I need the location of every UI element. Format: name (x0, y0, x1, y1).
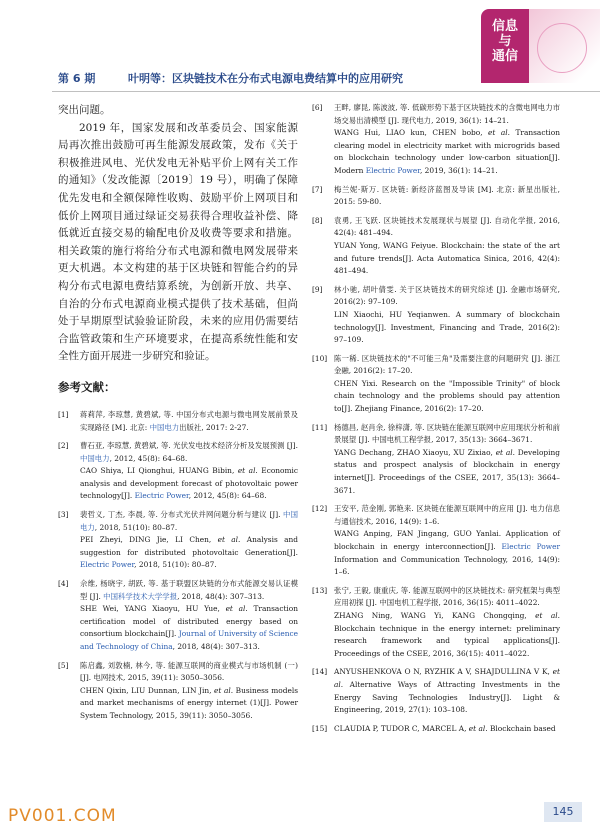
reference-text: SHE Wei, YANG Xiaoyu, HU Yue, et al. Transaction certification model of distributed energy based on consortium blockchain[J]. Journal of University of Science and Technology of China, 2018, 48(4): 307–313. (80, 604, 299, 651)
column-tag (481, 9, 529, 83)
watermark: PV001.COM (8, 806, 117, 826)
reference-text: YUAN Yong, WANG Feiyue. Blockchain: the state of the art and future trends[J]. Acta Automatica Sinica, 2016, 42(4): 481–494. (334, 240, 560, 276)
column-tag-line: 通信 (491, 49, 518, 64)
reference-item (312, 102, 560, 178)
reference-text: WANG Anping, FAN Jingang, GUO Yanlai. Application of blockchain in energy interconnection[J]. Electric Power Information and Communication Technology, 2016, 14(9): 1–6. (334, 529, 560, 577)
reference-text: 王畔, 廖昆, 陈波波, 等. 低碳形势下基于区块链技术的含微电网电力市场交易出清模型 [J]. 现代电力, 2019, 36(1): 14–21. (334, 103, 560, 125)
reference-item (58, 578, 298, 654)
reference-item (312, 184, 560, 209)
reference-number: [7] (312, 184, 323, 194)
page-header (0, 0, 600, 84)
reference-number: [15] (312, 723, 328, 733)
reference-text: 陈启鑫, 刘敦楠, 林今, 等. 能源互联网的商业模式与市场机制 (一)[J]. 电网技术, 2015, 39(11): 3050–3056. (80, 660, 298, 683)
reference-list-right (312, 102, 560, 735)
reference-number: [5] (58, 660, 69, 670)
reference-number: [13] (312, 585, 328, 595)
reference-text: ANYUSHENKOVA O N, RYZHIK A V, SHAJDULLINA V K, et al. Alternative Ways of Attracting Investments in the Energy Saving Technologies Industry[J]. Light & Engineering, 2019, 27(1): 103–108. (334, 667, 560, 715)
body-paragraph: 突出问题。 (58, 104, 111, 116)
reference-text: 梅兰妮·斯万. 区块链: 新经济蓝图及导读 [M]. 北京: 新星出版社, 2015: 59-80. (334, 184, 560, 207)
reference-text: 张宁, 王毅, 康重庆, 等. 能源互联网中的区块链技术: 研究框架与典型应用初探 [J]. 中国电机工程学报, 2016, 36(15): 4011–4022. (334, 585, 560, 608)
right-column (312, 102, 560, 741)
reference-number: [10] (312, 353, 328, 363)
reference-item (58, 509, 298, 572)
reference-number: [6] (312, 103, 323, 112)
left-column (58, 102, 298, 729)
reference-item (58, 409, 298, 434)
reference-text: PEI Zheyi, DING Jie, LI Chen, et al. Analysis and suggestion for distributed photovoltaic Generation[J]. Electric Power, 2018, 51(10): 80–87. (80, 535, 299, 570)
reference-number: [12] (312, 504, 328, 514)
issue-number: 第 6 期 (58, 72, 96, 85)
reference-number: [8] (312, 215, 323, 225)
reference-list-left (58, 409, 298, 723)
reference-number: [11] (312, 422, 328, 432)
references-heading: 参考文献： (58, 379, 116, 394)
reference-number: [14] (312, 667, 328, 677)
reference-number: [2] (58, 441, 69, 451)
reference-text: CLAUDIA P, TUDOR C, MARCEL A, et al. Blockchain based (334, 723, 556, 733)
reference-text: 佘维, 杨晓宇, 胡跃, 等. 基于联盟区块链的分布式能源交易认证模型 [J]. 中国科学技术大学学报, 2018, 48(4): 307–313. (80, 579, 298, 601)
reference-text: YANG Dechang, ZHAO Xiaoyu, XU Zixiao, et al. Developing status and prospect analysis of blockchain in energy internet[J]. Proceedings of the CSEE, 2017, 35(13): 3664–3671. (334, 447, 560, 495)
reference-text: 裴哲义, 丁杰, 李晨, 等. 分布式光伏并网问题分析与建议 [J]. 中国电力, 2018, 51(10): 80–87. (80, 510, 298, 532)
reference-item (312, 503, 560, 579)
body-paragraph: 2019 年，国家发展和改革委员会、国家能源局再次推出鼓励可再生能源发展政策，发布《关于积极推进风电、光伏发电无补贴平价上网有关工作的通知》（发改能源〔2019〕19 号），明确了保障优先发电和全额保障性收购、鼓励平价上网项目和低价上网项目通过绿证交易获得合理收益补偿、降低就近直接交易的输配电价及收费等要求和措施。相关政策的施行将给分布式电源和微电网发展带来更大机遇。本文构建的基于区块链和智能合约的异构分布式电源电费结算系统，为创新开放、共享、自治的分布式电源商业模式提供了技术基础，但尚处于早期原型试验验证阶段，未来的应用仍需要结合监管政策和生产环境要求，在提高系统性能和安全性方面开展进一步研究和验证。 (58, 121, 298, 363)
reference-number: [9] (312, 284, 323, 294)
header-decoration (529, 9, 600, 83)
reference-item (312, 353, 560, 416)
reference-text: 蒋莉萍, 李琼慧, 黄碧斌, 等. 中国分布式电源与微电网发展前景及实现路径 [M]. 北京: 中国电力出版社, 2017: 2-27. (80, 409, 298, 432)
page-number: 145 (544, 802, 582, 822)
reference-text: CHEN Qixin, LIU Dunnan, LIN Jin, et al. Business models and market mechanisms of energy internet (1)[J]. Power System Technology, 2015, 39(11): 3050–3056. (80, 685, 299, 720)
reference-text: 曹石亚, 李琼慧, 黄碧斌, 等. 光伏发电技术经济分析及发展预测 [J]. 中国电力, 2012, 45(8): 64–68. (80, 441, 298, 463)
reference-text: ZHANG Ning, WANG Yi, KANG Chongqing, et al. Blockchain technique in the energy internet: preliminary research framework and typical applications[J]. Proceedings of the CSEE, 2016, 36(15): 4011–4022. (334, 610, 561, 658)
reference-number: [1] (58, 409, 69, 419)
reference-text: 杨德昌, 赵肖余, 徐梓潇, 等. 区块链在能源互联网中应用现状分析和前景展望 [J]. 中国电机工程学报, 2017, 35(13): 3664–3671. (334, 422, 560, 445)
reference-number: [3] (58, 510, 69, 520)
reference-item (312, 284, 560, 347)
reference-text: 袁勇, 王飞跃. 区块链技术发展现状与展望 [J]. 自动化学报, 2016, 42(4): 481–494. (334, 215, 560, 238)
reference-text: CHEN Yixi. Research on the "Impossible Trinity" of block chain technology and the problems should pay attention to[J]. Zhejiang Finance, 2016(2): 17–20. (334, 378, 560, 414)
reference-text: CAO Shiya, LI Qionghui, HUANG Bibin, et al. Economic analysis and development forecast of photovoltaic power technology[J]. Electric Power, 2012, 45(8): 64–68. (80, 466, 299, 501)
reference-item (312, 422, 560, 498)
reference-item (58, 440, 298, 503)
header-divider (52, 91, 600, 92)
reference-text: LIN Xiaochi, HU Yeqianwen. A summary of blockchain technology[J]. Investment, Financing and Trade, 2016(2): 97–109. (334, 309, 560, 345)
reference-item (312, 723, 560, 736)
reference-text: 王安平, 范金刚, 郭艳来. 区块链在能源互联网中的应用 [J]. 电力信息与通信技术, 2016, 14(9): 1–6. (334, 504, 560, 526)
reference-text: WANG Hui, LIAO kun, CHEN bobo, et al. Transaction clearing model in electricity market with microgrids based on blockchain technology under low-carbon situation[J]. Modern Electric Power, 2019, 36(1): 14–21. (334, 128, 560, 175)
reference-item (58, 660, 298, 723)
reference-item (312, 215, 560, 278)
running-title: 叶明等：区块链技术在分布式电源电费结算中的应用研究 (128, 72, 403, 85)
reference-text: 陈一稀. 区块链技术的"不可能三角"及需要注意的问题研究 [J]. 浙江金融, 2016(2): 17–20. (334, 353, 560, 376)
reference-number: [4] (58, 579, 69, 589)
column-tag-line: 信息 (491, 19, 518, 34)
reference-item (312, 585, 560, 661)
reference-text: 林小驰, 胡叶倩雯. 关于区块链技术的研究综述 [J]. 金融市场研究, 2016(2): 97–109. (334, 284, 560, 307)
reference-item (312, 666, 560, 716)
column-tag-line: 与 (498, 34, 512, 49)
